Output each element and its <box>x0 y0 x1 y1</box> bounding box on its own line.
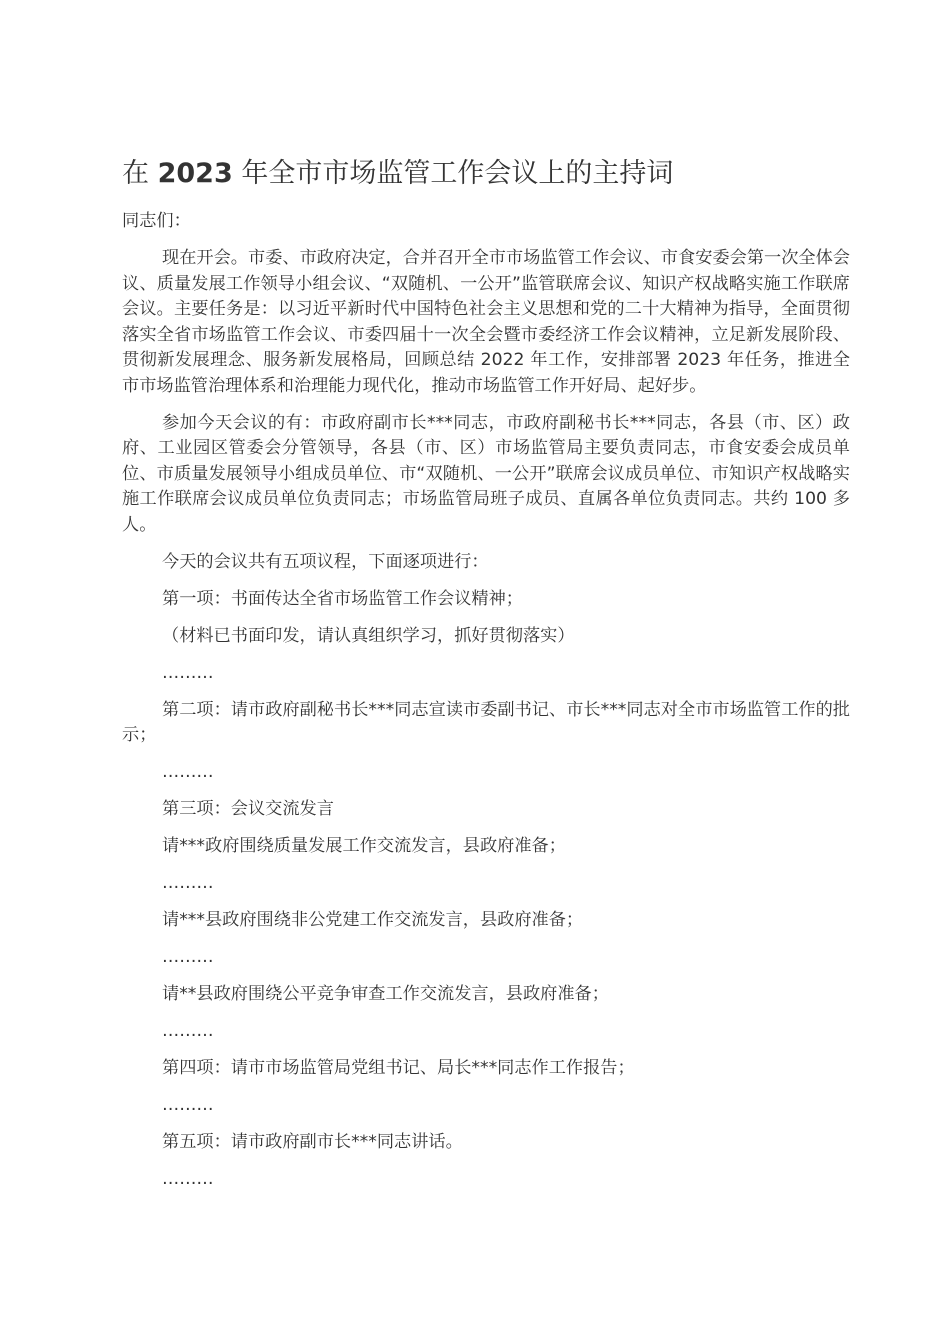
agenda-item-1-note: （材料已书面印发，请认真组织学习，抓好贯彻落实） <box>162 625 575 646</box>
title-suffix: 年全市市场监管工作会议上的主持词 <box>241 158 674 189</box>
paragraph-opening: 现在开会。市委、市政府决定，合并召开全市市场监管工作会议、市食安委会第一次全体会议、质量发展工作领导小组会议、“双随机、一公开”监管联席会议、知识产权战略实施工作联席会议。主要任务是：以习近平新时代中国特色社会主义思想和党的二十大精神为指导，全面贯彻落实全省市场监管工作会议、市委四届十一次全会暨市委经济工作会议精神，立足新发展阶段、贯彻新发展理念、服务新发展格局，回顾总结 2022 年工作，安排部署 2023 年任务，推进全市市场监管治理体系和治理能力现代化，推动市场监管工作开好局、起好步。 <box>122 248 850 396</box>
agenda-item-3-speaker-b: 请***县政府围绕非公党建工作交流发言，县政府准备； <box>162 910 584 930</box>
agenda-item-3-speaker-c: 请**县政府围绕公平竞争审查工作交流发言，县政府准备； <box>162 984 609 1004</box>
document-body <box>122 209 850 1204</box>
ellipsis-2: ……… <box>162 762 214 782</box>
agenda-item-3-speaker-a: 请***政府围绕质量发展工作交流发言，县政府准备； <box>162 836 566 856</box>
ellipsis-6: ……… <box>162 1095 214 1115</box>
ellipsis-4: ……… <box>162 947 214 967</box>
title-prefix: 在 <box>122 158 149 189</box>
salutation: 同志们： <box>122 211 191 231</box>
agenda-item-5: 第五项：请市政府副市长***同志讲话。 <box>162 1132 463 1152</box>
ellipsis-5: ……… <box>162 1021 214 1041</box>
ellipsis-3: ……… <box>162 873 214 893</box>
paragraph-agenda-intro: 今天的会议共有五项议程，下面逐项进行： <box>162 551 489 572</box>
document-title <box>122 156 842 192</box>
ellipsis-1: ……… <box>162 662 214 683</box>
ellipsis-7: ……… <box>162 1169 214 1189</box>
agenda-item-2: 第二项：请市政府副秘书长***同志宣读市委副书记、市长***同志对全市市场监管工作的批示； <box>122 699 850 745</box>
agenda-item-4: 第四项：请市市场监管局党组书记、局长***同志作工作报告； <box>162 1058 635 1078</box>
paragraph-attendees: 参加今天会议的有：市政府副市长***同志，市政府副秘书长***同志，各县（市、区）政府、工业园区管委会分管领导，各县（市、区）市场监管局主要负责同志，市食安委会成员单位、市质量发展领导小组成员单位、市“双随机、一公开”联席会议成员单位、市知识产权战略实施工作联席会议成员单位负责同志；市场监管局班子成员、直属各单位负责同志。共约 100 多人。 <box>122 412 850 535</box>
agenda-item-3: 第三项：会议交流发言 <box>162 799 334 819</box>
agenda-item-1: 第一项：书面传达全省市场监管工作会议精神； <box>162 588 523 609</box>
title-year: 2023 <box>157 158 233 189</box>
